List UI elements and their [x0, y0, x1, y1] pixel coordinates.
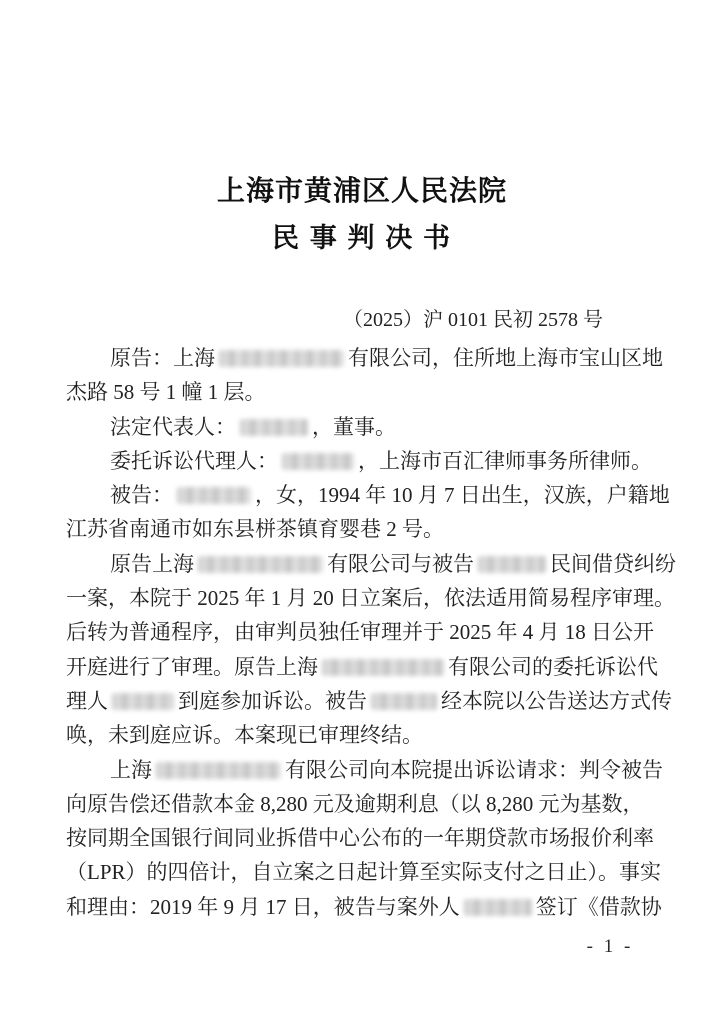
text-line [66, 444, 666, 478]
text-line [66, 890, 666, 924]
redacted-text-block [156, 762, 281, 779]
redacted-text-block [464, 899, 532, 916]
text-segment: （LPR）的四倍计，自立案之日起计算至实际支付之日止）。事实 [66, 860, 662, 885]
document-body [66, 341, 676, 924]
text-segment: 理人 [66, 688, 108, 713]
redacted-text-block [371, 693, 437, 710]
redacted-text-block [282, 453, 354, 470]
page-number: - 1 - [586, 936, 634, 957]
text-segment: 唤，未到庭应诉。本案现已审理终结。 [66, 723, 423, 748]
text-segment: 原告：上海 [110, 346, 215, 370]
text-segment: 后转为普通程序，由审判员独任审理并于 2025 年 4 月 18 日公开 [66, 620, 654, 645]
text-segment: ，董事。 [312, 414, 396, 439]
text-line [66, 855, 666, 889]
text-line [66, 512, 666, 546]
text-segment: 有限公司的委托诉讼代 [448, 654, 658, 679]
text-line [66, 753, 666, 787]
text-segment: 有限公司向本院提出诉讼请求：判令被告 [285, 757, 663, 782]
text-segment: ，上海市百汇律师事务所律师。 [358, 448, 652, 473]
text-segment: 签订《借款协 [535, 894, 662, 919]
text-line [66, 547, 676, 581]
text-line [66, 581, 675, 615]
text-line [66, 478, 670, 512]
text-line [66, 341, 666, 375]
text-line [66, 718, 666, 752]
text-line [66, 650, 666, 684]
text-segment: 有限公司，住所地上海市宝山区地 [348, 346, 663, 370]
text-segment: 杰路 58 号 1 幢 1 层。 [66, 380, 266, 405]
text-segment: 原告上海 [110, 551, 194, 576]
redacted-text-block [240, 419, 308, 436]
text-segment: 向原告偿还借款本金 8,280 元及逾期利息（以 8,280 元为基数， [66, 791, 644, 816]
text-line [66, 375, 666, 409]
text-segment: 到庭参加诉讼。被告 [178, 688, 367, 713]
text-line [66, 684, 672, 718]
redacted-text-block [198, 556, 323, 573]
court-name-title: 上海市黄浦区人民法院 [216, 176, 507, 207]
text-segment: 上海 [110, 757, 152, 782]
text-segment: 和理由：2019 年 9 月 17 日，被告与案外人 [66, 894, 460, 919]
text-segment: 被告： [110, 483, 173, 508]
text-segment: 民间借贷纠纷 [550, 551, 676, 576]
case-number: （2025）沪 0101 民初 2578 号 [343, 309, 603, 331]
redacted-text-block [478, 556, 546, 573]
text-line [66, 410, 666, 444]
redacted-text-block [112, 693, 174, 710]
text-segment: 有限公司与被告 [327, 551, 474, 576]
redacted-text-block [219, 350, 344, 367]
text-line [66, 787, 666, 821]
redacted-text-block [177, 487, 251, 504]
text-segment: 法定代表人： [110, 414, 236, 439]
document-type-title: 民 事 判 决 书 [272, 223, 452, 253]
text-segment: 委托诉讼代理人： [110, 448, 278, 473]
text-line [66, 615, 666, 649]
text-segment: 江苏省南通市如东县栟茶镇育婴巷 2 号。 [66, 517, 444, 542]
text-segment: 经本院以公告送达方式传 [441, 688, 672, 713]
text-segment: ，女，1994 年 10 月 7 日出生，汉族，户籍地 [255, 483, 670, 508]
redacted-text-block [322, 659, 444, 676]
text-segment: 按同期全国银行间同业拆借中心公布的一年期贷款市场报价利率 [66, 826, 654, 851]
text-segment: 一案，本院于 2025 年 1 月 20 日立案后，依法适用简易程序审理。 [66, 586, 675, 611]
text-line [66, 821, 666, 855]
text-segment: 开庭进行了审理。原告上海 [66, 654, 318, 679]
